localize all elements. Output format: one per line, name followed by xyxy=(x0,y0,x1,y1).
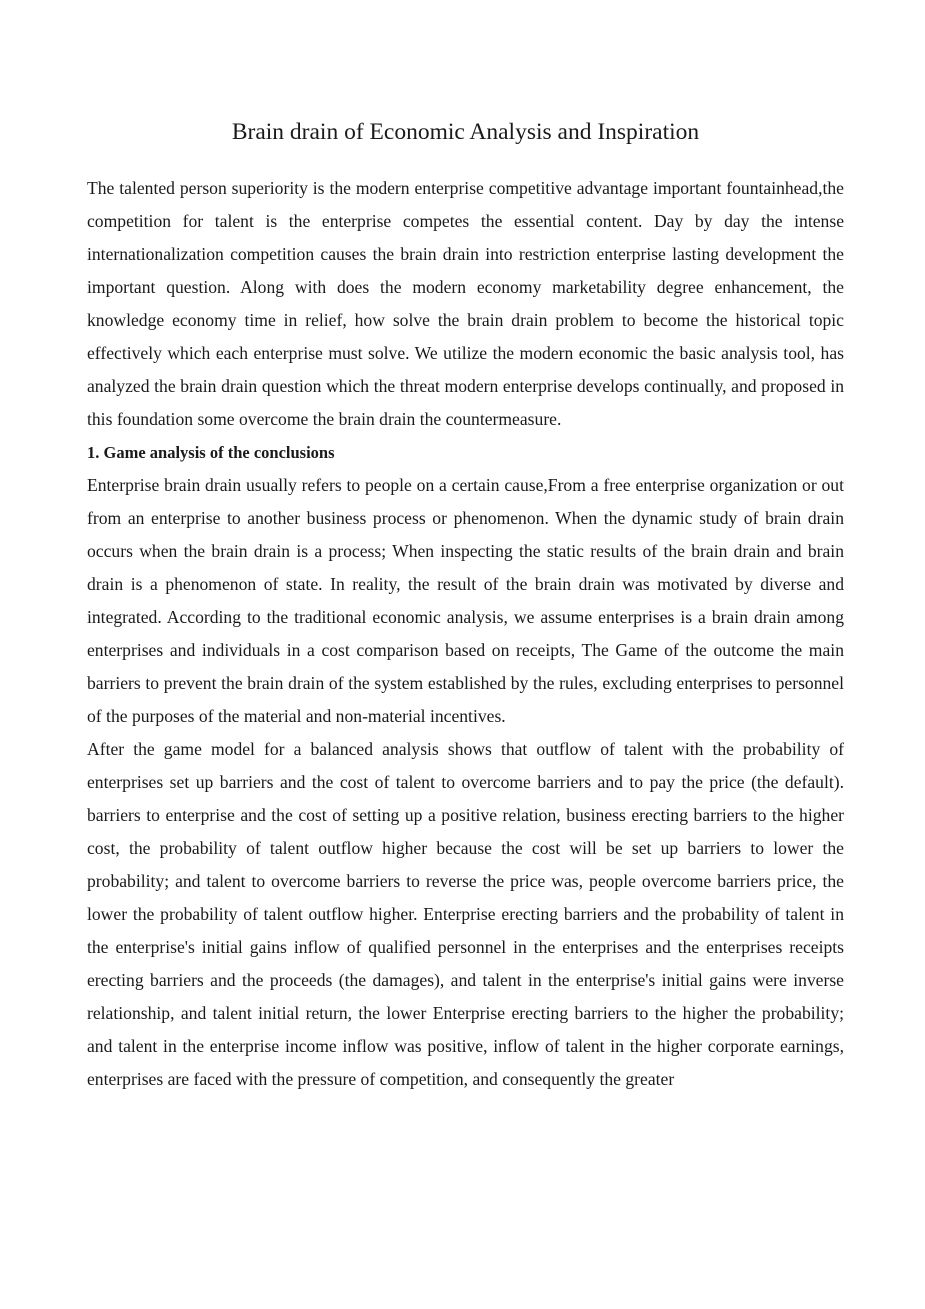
section-heading: 1. Game analysis of the conclusions xyxy=(87,443,335,462)
section-paragraph-1: Enterprise brain drain usually refers to people on a certain cause,From a free enterprise organization or out from an enterprise to another business process or phenomenon. When the dynamic study of brain drain occurs when the brain drain is a process; When inspecting the static results of the brain drain and brain drain is a phenomenon of state. In reality, the result of the brain drain was motivated by diverse and integrated. According to the traditional economic analysis, we assume enterprises is a brain drain among enterprises and individuals in a cost comparison based on receipts, The Game of the outcome the main barriers to prevent the brain drain of the system established by the rules, excluding enterprises to personnel of the purposes of the material and non-material incentives. xyxy=(87,475,844,726)
intro-paragraph: The talented person superiority is the modern enterprise competitive advantage important fountainhead,the competition for talent is the enterprise competes the essential content. Day by day the intense internationalization competition causes the brain drain into restriction enterprise lasting development the important question. Along with does the modern economy marketability degree enhancement, the knowledge economy time in relief, how solve the brain drain problem to become the historical topic effectively which each enterprise must solve. We utilize the modern economic the basic analysis tool, has analyzed the brain drain question which the threat modern enterprise develops continually, and proposed in this foundation some overcome the brain drain the countermeasure. xyxy=(87,178,844,429)
section-paragraph-2: After the game model for a balanced analysis shows that outflow of talent with the probability of enterprises set up barriers and the cost of talent to overcome barriers and to pay the price (the default). barriers to enterprise and the cost of setting up a positive relation, business erecting barriers to the higher cost, the probability of talent outflow higher because the cost will be set up barriers to lower the probability; and talent to overcome barriers to reverse the price was, people overcome barriers price, the lower the probability of talent outflow higher. Enterprise erecting barriers and the probability of talent in the enterprise's initial gains inflow of qualified personnel in the enterprises and the enterprises receipts erecting barriers and the proceeds (the damages), and talent in the enterprise's initial gains were inverse relationship, and talent initial return, the lower Enterprise erecting barriers to the higher the probability; and talent in the enterprise income inflow was positive, inflow of talent in the higher corporate earnings, enterprises are faced with the pressure of competition, and consequently the greater xyxy=(87,739,844,1089)
document-title: Brain drain of Economic Analysis and Inspiration xyxy=(231,119,700,145)
